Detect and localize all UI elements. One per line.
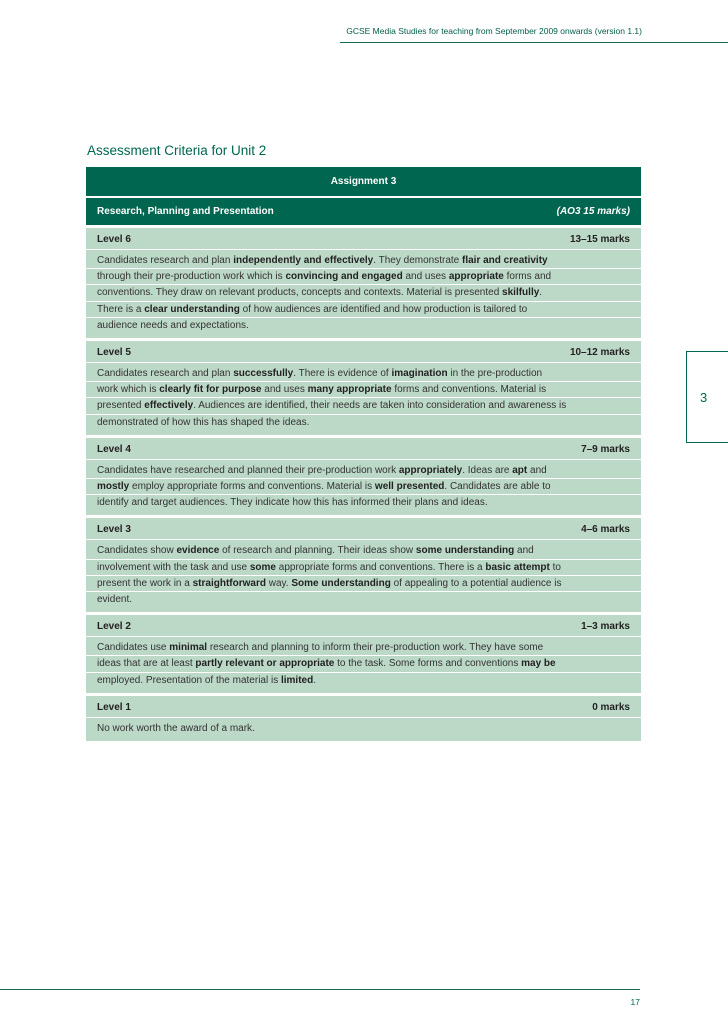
- level-marks: 1–3 marks: [581, 621, 630, 633]
- description-text: Candidates research and plan: [97, 255, 234, 266]
- emphasis-text: some: [249, 561, 276, 573]
- description-text: and uses: [261, 384, 308, 396]
- description-text: demonstrated of how this has shaped the ideas.: [97, 416, 310, 428]
- emphasis-text: evidence: [176, 545, 220, 557]
- criteria-table: [86, 167, 641, 741]
- description-text: Candidates show: [97, 545, 177, 557]
- emphasis-text: clearly fit for purpose: [159, 384, 262, 396]
- emphasis-text: may be: [521, 658, 556, 670]
- description-line: [86, 318, 641, 333]
- description-text: through their pre-production work which is: [97, 271, 286, 283]
- emphasis-text: clear understanding: [144, 303, 240, 315]
- emphasis-text: many appropriate: [307, 384, 392, 396]
- description-text: . Ideas are: [462, 464, 513, 476]
- description-line: [86, 576, 641, 592]
- description-line: [86, 269, 641, 285]
- emphasis-text: well presented: [374, 481, 445, 493]
- level-block: [86, 615, 641, 693]
- level-name: Level 6: [97, 234, 131, 245]
- description-text: employ appropriate forms and conventions. Material is: [129, 481, 375, 493]
- description-text: work which is: [97, 384, 160, 396]
- description-text: .: [539, 287, 543, 299]
- description-line: [86, 366, 641, 382]
- emphasis-text: partly relevant or appropriate: [195, 658, 335, 670]
- emphasis-text: imagination: [391, 368, 448, 380]
- description-line: [86, 463, 641, 479]
- description-line: [86, 560, 641, 576]
- description-text: Candidates use: [97, 642, 170, 654]
- description-line: [86, 479, 641, 495]
- emphasis-text: flair and creativity: [462, 255, 548, 266]
- description-text: appropriate forms and conventions. There is a: [276, 561, 486, 573]
- description-text: Candidates research and plan: [97, 368, 234, 380]
- level-block: [86, 228, 641, 338]
- emphasis-text: appropriately: [398, 464, 463, 476]
- description-line: [86, 640, 641, 656]
- description-text: in the pre-production: [447, 368, 543, 380]
- level-marks: 4–6 marks: [581, 524, 630, 536]
- level-header: [86, 444, 641, 460]
- description-text: conventions. They draw on relevant products, concepts and contexts. Material is presented: [97, 287, 503, 299]
- level-block: [86, 438, 641, 516]
- level-marks: 0 marks: [592, 701, 630, 713]
- description-text: of appealing to a potential audience is: [390, 577, 562, 589]
- description-text: .: [313, 674, 316, 686]
- description-text: . There is evidence of: [293, 368, 392, 380]
- description-text: research and planning to inform their pre-production work. They have some: [207, 642, 544, 654]
- level-marks: 7–9 marks: [581, 443, 630, 455]
- emphasis-text: some understanding: [415, 545, 515, 557]
- levels-list: [86, 228, 641, 741]
- description-text: ideas that are at least: [97, 658, 196, 670]
- description-line: [86, 673, 641, 688]
- emphasis-text: effectively: [144, 400, 194, 412]
- level-block: [86, 518, 641, 612]
- emphasis-text: convincing and engaged: [285, 271, 403, 283]
- level-block: [86, 341, 641, 435]
- description-line: [86, 398, 641, 414]
- level-description: [97, 366, 630, 430]
- description-text: employed. Presentation of the material is: [97, 674, 281, 686]
- emphasis-text: Some understanding: [291, 577, 391, 589]
- description-text: Candidates have researched and planned their pre-production work: [97, 464, 399, 476]
- level-header: [86, 234, 641, 250]
- description-text: and: [514, 545, 534, 557]
- level-description: [97, 721, 630, 736]
- emphasis-text: successfully: [233, 368, 294, 380]
- emphasis-text: minimal: [169, 642, 208, 654]
- emphasis-text: mostly: [97, 481, 130, 493]
- description-text: presented: [97, 400, 145, 412]
- description-line: [86, 721, 641, 736]
- emphasis-text: independently and effectively: [233, 255, 374, 266]
- level-name: Level 4: [97, 443, 131, 455]
- level-description: [97, 253, 630, 333]
- level-header: [86, 702, 641, 718]
- description-text: forms and conventions. Material is: [391, 384, 547, 396]
- description-text: . They demonstrate: [373, 255, 462, 266]
- level-name: Level 1: [97, 701, 131, 713]
- subheading-band: [86, 198, 641, 225]
- description-text: . Audiences are identified, their needs are taken into consideration and awareness is: [193, 400, 567, 412]
- emphasis-text: apt: [512, 464, 528, 476]
- description-text: and: [527, 464, 547, 476]
- description-text: No work worth the award of a mark.: [97, 722, 255, 734]
- description-text: and uses: [402, 271, 449, 283]
- level-header: [86, 621, 641, 637]
- description-text: forms and: [503, 271, 552, 283]
- description-line: [86, 253, 641, 269]
- emphasis-text: skilfully: [502, 287, 540, 299]
- description-text: way.: [265, 577, 292, 589]
- side-tab-number: 3: [700, 390, 708, 405]
- ao-marks: (AO3 15 marks): [556, 206, 630, 217]
- emphasis-text: limited: [280, 674, 314, 686]
- section-title: Assessment Criteria for Unit 2: [87, 143, 267, 158]
- level-description: [97, 640, 630, 688]
- description-line: [86, 495, 641, 510]
- description-line: [86, 285, 641, 301]
- description-text: audience needs and expectations.: [97, 319, 249, 331]
- description-text: of research and planning. Their ideas show: [219, 545, 416, 557]
- assignment-band: [86, 167, 641, 196]
- level-block: [86, 696, 641, 741]
- emphasis-text: straightforward: [192, 577, 266, 589]
- description-text: to the task. Some forms and conventions: [334, 658, 522, 670]
- level-description: [97, 543, 630, 607]
- description-text: involvement with the task and use: [97, 561, 250, 573]
- level-header: [86, 524, 641, 540]
- description-text: identify and target audiences. They indicate how this has informed their plans and ideas.: [97, 497, 488, 509]
- description-text: of how audiences are identified and how production is tailored to: [239, 303, 528, 315]
- level-marks: 13–15 marks: [569, 234, 630, 245]
- description-text: There is a: [97, 303, 145, 315]
- description-line: [86, 415, 641, 430]
- level-name: Level 2: [97, 621, 131, 633]
- level-name: Level 5: [97, 347, 131, 359]
- emphasis-text: appropriate: [448, 271, 504, 283]
- header-rule: [340, 42, 728, 43]
- level-marks: 10–12 marks: [569, 347, 630, 359]
- description-line: [86, 592, 641, 607]
- level-description: [97, 463, 630, 511]
- description-line: [86, 656, 641, 672]
- assignment-title: Assignment 3: [330, 176, 397, 187]
- description-text: evident.: [97, 594, 133, 606]
- description-text: to: [549, 561, 561, 573]
- level-header: [86, 347, 641, 363]
- level-name: Level 3: [97, 524, 131, 536]
- description-text: . Candidates are able to: [444, 481, 551, 493]
- footer-rule: [0, 989, 640, 990]
- running-header: GCSE Media Studies for teaching from September 2009 onwards (version 1.1): [346, 26, 642, 36]
- emphasis-text: basic attempt: [485, 561, 550, 573]
- description-line: [86, 543, 641, 559]
- page-number: 17: [630, 997, 640, 1007]
- description-line: [86, 302, 641, 318]
- description-text: present the work in a: [97, 577, 193, 589]
- description-line: [86, 382, 641, 398]
- subheading-title: Research, Planning and Presentation: [97, 206, 274, 217]
